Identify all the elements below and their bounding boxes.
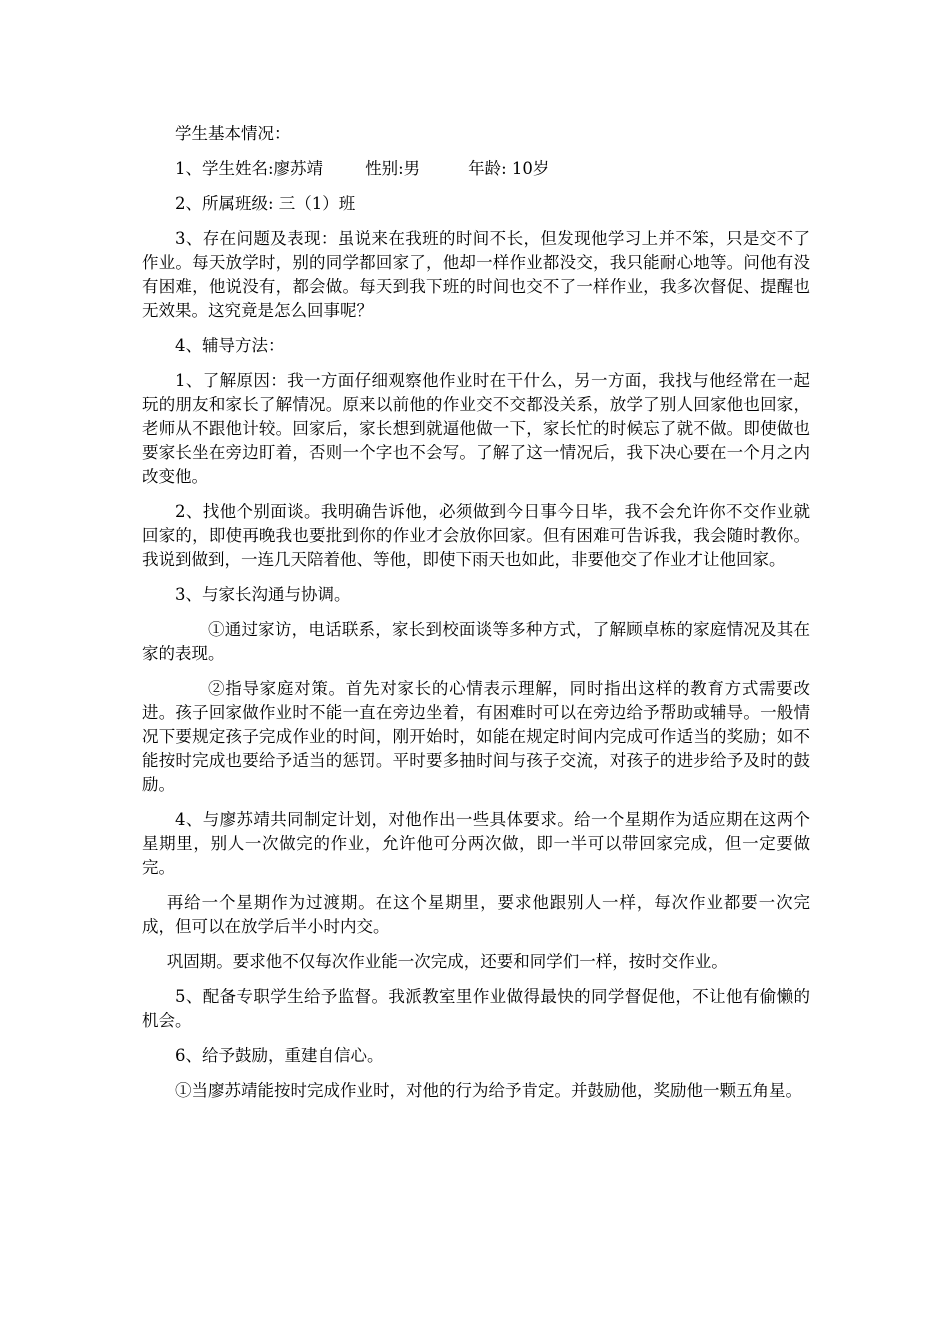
method-title: 4、辅导方法：: [175, 336, 285, 355]
transition-paragraph: 再给一个星期作为过渡期。在这个星期里，要求他跟别人一样，每次作业都要一次完成，但可以在放学后半小时内交。: [142, 893, 810, 936]
encourage-title: 6、给予鼓励，重建自信心。: [175, 1046, 384, 1065]
student-age: 年龄: 10岁: [468, 159, 550, 178]
step-paragraph-1: 1、了解原因：我一方面仔细观察他作业时在干什么，另一方面，我找与他经常在一起玩的朋友和家长了解情况。原来以前他的作业交不交都没关系，放学了别人回家他也回家，老师从不跟他计较。回家后，家长想到就逼他做一下，家长忙的时候忘了就不做。即使做也要家长坐在旁边盯着，否则一个字也不会写。了解了这一情况后，我下决心要在一个月之内改变他。: [142, 371, 810, 486]
document-page: [142, 122, 810, 1114]
student-info-line: [142, 157, 810, 181]
consolidate-paragraph: 巩固期。要求他不仅每次作业能一次完成，还要和同学们一样，按时交作业。: [166, 952, 728, 971]
encourage-point-1: ①当廖苏靖能按时完成作业时，对他的行为给予肯定。并鼓励他，奖励他一颗五角星。: [175, 1081, 802, 1100]
sub-point-1: ①通过家访，电话联系，家长到校面谈等多种方式，了解顾卓栋的家庭情况及其在家的表现。: [142, 620, 810, 663]
step-paragraph-2: 2、找他个别面谈。我明确告诉他，必须做到今日事今日毕，我不会允许你不交作业就回家的，即使再晚我也要批到你的作业才会放你回家。但有困难可告诉我，我会随时教你。我说到做到，一连几天陪着他、等他，即使下雨天也如此，非要他交了作业才让他回家。: [142, 502, 810, 569]
plan-paragraph: 4、与廖苏靖共同制定计划，对他作出一些具体要求。给一个星期作为适应期在这两个星期里，别人一次做完的作业，允许他可分两次做，即一半可以带回家完成，但一定要做完。: [142, 810, 810, 877]
problem-paragraph: 3、存在问题及表现：虽说来在我班的时间不长，但发现他学习上并不笨，只是交不了作业。每天放学时，别的同学都回家了，他却一样作业都没交，我只能耐心地等。问他有没有困难，他说没有，都会做。每天到我下班的时间也交不了一样作业，我多次督促、提醒也无效果。这究竟是怎么回事呢？: [142, 229, 810, 320]
step-paragraph-3: 3、与家长沟通与协调。: [175, 585, 351, 604]
student-gender: 性别:男: [365, 159, 421, 178]
sub-point-2: ②指导家庭对策。首先对家长的心情表示理解，同时指出这样的教育方式需要改进。孩子回家做作业时不能一直在旁边坐着，有困难时可以在旁边给予帮助或辅导。一般情况下要规定孩子完成作业的时间，刚开始时，如能在规定时间内完成可作适当的奖励；如不能按时完成也要给予适当的惩罚。平时要多抽时间与孩子交流，对孩子的进步给予及时的鼓励。: [142, 679, 810, 794]
class-line: 2、所属班级: 三（1）班: [175, 194, 356, 213]
section-heading: 学生基本情况：: [175, 124, 291, 143]
student-name: 1、学生姓名:廖苏靖: [175, 159, 324, 178]
supervise-paragraph: 5、配备专职学生给予监督。我派教室里作业做得最快的同学督促他，不让他有偷懒的机会。: [142, 987, 810, 1030]
